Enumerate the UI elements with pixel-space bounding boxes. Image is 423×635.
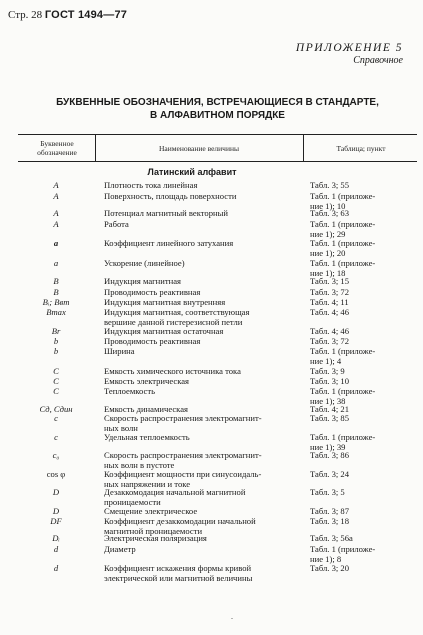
running-header <box>8 9 127 21</box>
row-reference-line-1: Табл. 1 (приложе- <box>310 258 376 268</box>
row-symbol: c <box>54 413 58 423</box>
row-description-line-1: Плотность тока линейная <box>104 180 198 190</box>
row-reference <box>310 220 417 239</box>
row-description <box>104 488 304 507</box>
row-description-line-1: Смещение электрическое <box>104 506 198 516</box>
row-description-line-1: Скорость распространения электромагнит- <box>104 450 262 460</box>
row-reference-line-2: ние 1); 18 <box>310 267 346 278</box>
row-description-line-2: ных волн в пустоте <box>104 459 175 470</box>
row-description <box>104 545 304 555</box>
document-title-line-1: БУКВЕННЫЕ ОБОЗНАЧЕНИЯ, ВСТРЕЧАЮЩИЕСЯ В СТАНДАРТЕ, <box>56 97 379 108</box>
row-reference-line-2: ние 1); 38 <box>310 395 346 406</box>
row-reference <box>310 181 417 191</box>
row-reference <box>310 414 417 424</box>
row-reference <box>310 209 417 219</box>
row-reference-line-1: Табл. 3; 10 <box>310 376 350 386</box>
row-description-line-2: ных напряжении и токе <box>104 478 191 489</box>
row-description-line-1: Электрическая поляризация <box>104 533 207 543</box>
row-description-line-1: Дезаккомодация начальной магнитной <box>104 487 246 497</box>
row-description-line-1: Диаметр <box>104 544 136 554</box>
column-divider-2 <box>303 134 304 161</box>
row-symbol: DF <box>50 516 62 526</box>
row-description-line-1: Коэффициент искажения формы кривой <box>104 563 252 573</box>
row-symbol: A <box>53 208 59 218</box>
row-reference-line-1: Табл. 3; 9 <box>310 366 345 376</box>
row-reference-line-1: Табл. 3; 63 <box>310 208 350 218</box>
table-top-rule <box>18 134 417 135</box>
row-description <box>104 451 304 470</box>
row-reference-line-1: Табл. 3; 5 <box>310 487 345 497</box>
row-reference-line-1: Табл. 3; 86 <box>310 450 350 460</box>
row-reference <box>310 308 417 318</box>
row-description <box>104 239 304 249</box>
row-symbol: D <box>52 506 60 516</box>
row-reference-line-1: Табл. 3; 85 <box>310 413 350 423</box>
row-reference-line-1: Табл. 4; 11 <box>310 297 349 307</box>
standard-number: ГОСТ 1494—77 <box>44 9 128 21</box>
row-description-line-1: Коэффициент дезаккомодации начальной <box>104 516 256 526</box>
section-heading: Латинский алфавит <box>147 167 237 177</box>
row-reference-line-1: Табл. 1 (приложе- <box>310 191 376 201</box>
row-description <box>104 308 304 327</box>
row-description-line-2: магнитной проницаемости <box>104 525 203 536</box>
column-header-reference: Таблица; пункт <box>336 144 386 153</box>
row-reference-line-1: Табл. 3; 87 <box>310 506 350 516</box>
row-description <box>104 564 304 583</box>
row-symbol: a <box>53 258 59 268</box>
row-symbol: Bᵢ; Bвт <box>42 297 70 307</box>
row-description-line-1: Емкость динамическая <box>104 404 188 414</box>
row-reference-line-2: ние 1); 39 <box>310 441 346 452</box>
row-symbol: A <box>53 180 59 190</box>
row-reference-line-1: Табл. 3; 20 <box>310 563 350 573</box>
row-description-line-1: Коэффициент линейного затухания <box>104 238 234 248</box>
row-symbol: A <box>53 219 59 229</box>
row-reference <box>310 347 417 366</box>
row-reference <box>310 564 417 574</box>
row-symbol: Bmax <box>46 307 66 317</box>
row-reference-line-2: ние 1); 10 <box>310 200 346 211</box>
appendix-title: ПРИЛОЖЕНИЕ 5 <box>295 42 403 54</box>
row-description <box>104 277 304 287</box>
row-description-line-1: Емкость химического источника тока <box>104 366 241 376</box>
row-reference-line-1: Табл. 3; 72 <box>310 336 350 346</box>
row-reference <box>310 277 417 287</box>
row-reference <box>310 534 417 544</box>
row-symbol: d <box>53 544 59 554</box>
row-reference <box>310 488 417 498</box>
row-symbol: a <box>53 238 59 248</box>
row-symbol: c <box>54 432 58 442</box>
row-description <box>104 181 304 191</box>
row-symbol: b <box>53 336 59 346</box>
row-description <box>104 347 304 357</box>
row-reference-line-1: Табл. 3; 56а <box>310 533 353 543</box>
row-description-line-1: Работа <box>104 219 129 229</box>
row-description-line-2: вершине данной гистерезисной петли <box>104 316 243 327</box>
row-description <box>104 387 304 397</box>
row-description-line-1: Индукция магнитная остаточная <box>104 326 224 336</box>
row-description-line-1: Ширина <box>104 346 135 356</box>
row-reference <box>310 470 417 480</box>
column-header-name: Наименование величины <box>158 144 240 153</box>
row-symbol: c₀ <box>52 450 60 460</box>
row-description <box>104 414 304 433</box>
table-header-rule <box>18 161 417 162</box>
column-divider-1 <box>95 134 96 161</box>
row-description-line-1: Скорость распространения электромагнит- <box>104 413 262 423</box>
row-description-line-2: электрической или магнитной величины <box>104 572 253 583</box>
row-reference-line-1: Табл. 4; 46 <box>310 326 350 336</box>
page-mark: . <box>231 612 233 621</box>
row-symbol: b <box>53 346 59 356</box>
row-reference-line-1: Табл. 1 (приложе- <box>310 346 376 356</box>
row-reference-line-1: Табл. 1 (приложе- <box>310 238 376 248</box>
row-description-line-2: проницаемости <box>104 496 161 507</box>
row-description-line-1: Теплоемкость <box>104 386 156 396</box>
row-reference-line-2: ние 1); 4 <box>310 355 342 366</box>
row-description <box>104 433 304 443</box>
column-header-symbol: Буквенное обозначение <box>37 139 77 157</box>
row-reference-line-1: Табл. 3; 55 <box>310 180 350 190</box>
row-description <box>104 534 304 544</box>
row-reference <box>310 239 417 258</box>
row-reference-line-2: ние 1); 20 <box>310 247 346 258</box>
row-reference-line-2: ние 1); 29 <box>310 228 346 239</box>
row-description-line-1: Емкость электрическая <box>104 376 190 386</box>
row-description-line-1: Проводимость реактивная <box>104 336 201 346</box>
row-description-line-1: Ускорение (линейное) <box>104 258 185 268</box>
row-reference-line-1: Табл. 1 (приложе- <box>310 432 376 442</box>
row-description-line-1: Проводимость реактивная <box>104 287 201 297</box>
row-symbol: B <box>53 276 59 286</box>
row-reference-line-1: Табл. 1 (приложе- <box>310 544 376 554</box>
row-description <box>104 209 304 219</box>
row-description-line-1: Индукция магнитная, соответствующая <box>104 307 250 317</box>
row-description-line-1: Поверхность, площадь поверхности <box>104 191 237 201</box>
row-reference <box>310 545 417 564</box>
row-reference-line-1: Табл. 4; 46 <box>310 307 350 317</box>
row-description <box>104 192 304 202</box>
row-description-line-1: Индукция магнитная внутренняя <box>104 297 226 307</box>
row-reference-line-1: Табл. 3; 18 <box>310 516 350 526</box>
row-symbol: C <box>53 366 59 376</box>
row-reference-line-1: Табл. 3; 72 <box>310 287 350 297</box>
row-reference-line-1: Табл. 4; 21 <box>310 404 350 414</box>
row-reference <box>310 451 417 461</box>
row-description-line-1: Удельная теплоемкость <box>104 432 190 442</box>
appendix-subtitle: Справочное <box>353 55 403 66</box>
row-reference-line-1: Табл. 1 (приложе- <box>310 219 376 229</box>
document-title <box>20 96 415 122</box>
row-reference-line-2: ние 1); 8 <box>310 553 342 564</box>
row-description <box>104 220 304 230</box>
row-reference-line-1: Табл. 3; 24 <box>310 469 350 479</box>
row-symbol: C <box>53 376 59 386</box>
row-reference <box>310 517 417 527</box>
row-symbol: d <box>53 563 59 573</box>
row-symbol: D <box>52 487 60 497</box>
row-symbol: Dᵢ <box>52 533 60 543</box>
row-description-line-1: Потенциал магнитный векторный <box>104 208 228 218</box>
row-description <box>104 259 304 269</box>
row-reference-line-1: Табл. 1 (приложе- <box>310 386 376 396</box>
row-symbol: C <box>53 386 59 396</box>
row-description-line-1: Индукция магнитная <box>104 276 181 286</box>
row-description-line-1: Коэффициент мощности при синусоидаль- <box>104 469 262 479</box>
row-symbol: B <box>53 287 59 297</box>
row-symbol: A <box>53 191 59 201</box>
row-symbol: Br <box>51 326 61 336</box>
row-symbol: Cд, Cдин <box>39 404 73 414</box>
row-symbol: cos φ <box>46 469 66 479</box>
appendix-label <box>296 42 403 66</box>
row-description-line-2: ных волн <box>104 422 138 433</box>
document-title-line-2: В АЛФАВИТНОМ ПОРЯДКЕ <box>150 110 285 121</box>
row-reference-line-1: Табл. 3; 15 <box>310 276 350 286</box>
page-label: Стр. 28 <box>8 9 43 21</box>
